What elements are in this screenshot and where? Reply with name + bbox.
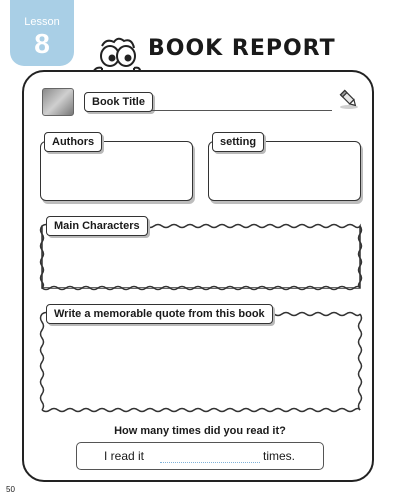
book-cover-image [42, 88, 74, 116]
read-count-suffix: times. [263, 449, 296, 463]
setting-label: setting [212, 132, 264, 152]
quote-box[interactable] [38, 310, 364, 414]
read-count-input-line[interactable] [160, 462, 260, 463]
page-title: BOOK REPORT [148, 36, 336, 61]
quote-label: Write a memorable quote from this book [46, 304, 273, 324]
lesson-tab [10, 0, 74, 66]
lesson-label: Lesson [24, 16, 60, 28]
read-count-question: How many times did you read it? [114, 425, 286, 437]
book-title-input-line[interactable] [152, 110, 332, 111]
main-characters-label: Main Characters [46, 216, 148, 236]
read-count-prefix: I read it [104, 449, 145, 463]
book-title-label: Book Title [84, 92, 153, 112]
lesson-number: 8 [34, 28, 50, 59]
authors-label: Authors [44, 132, 102, 152]
page-number: 50 [6, 485, 15, 494]
pencil-icon [338, 88, 360, 110]
